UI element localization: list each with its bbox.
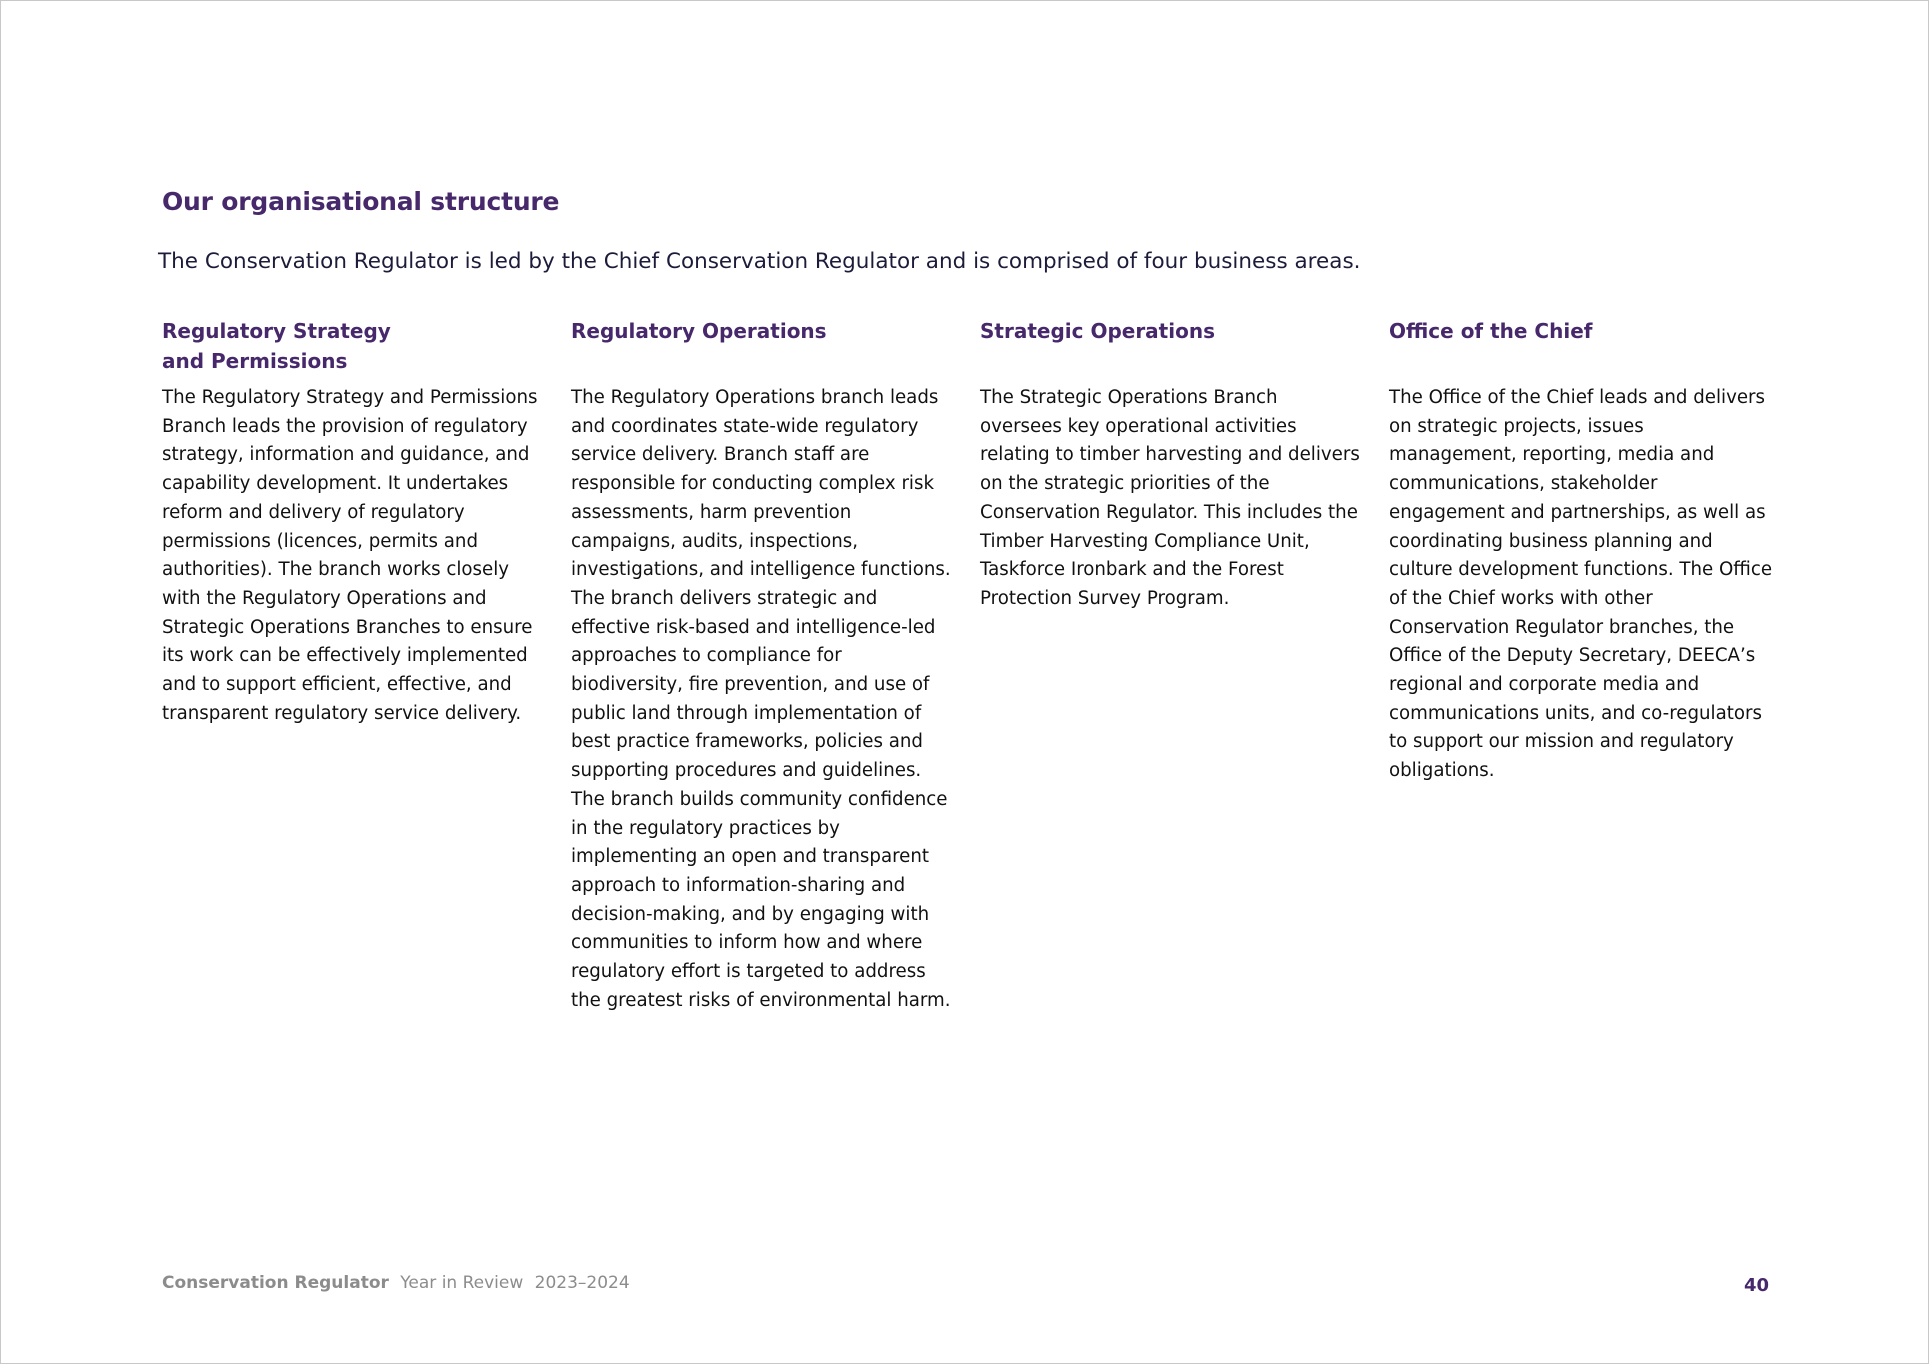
business-area-description: The Regulatory Strategy and Permissions Branch leads the provision of regulatory strategy, information and guidance, and capability development. It undertakes reform and delivery of regulatory permissions (licences, permits and authorities). The branch works closely with the Regulatory Operations and Strategic Operations Branches to ensure its work can be effectively implemented and to support efficient, effective, and transparent regulatory service delivery. — [162, 387, 538, 724]
business-area-heading: Strategic Operations — [980, 319, 1215, 343]
footer-publication — [162, 1273, 630, 1293]
footer-years: 2023–2024 — [534, 1273, 630, 1293]
business-area-regulatory-strategy — [162, 316, 547, 728]
business-area-description: The Regulatory Operations branch leads and coordinates state-wide regulatory service delivery. Branch staff are responsible for conducting complex risk assessments, harm prevention campaigns, audits, inspections, investigations, and intelligence functions. The branch delivers strategic and effective risk-based and intelligence-led approaches to compliance for biodiversity, fire prevention, and use of public land through implementation of best practice frameworks, policies and supporting procedures and guidelines. The branch builds community confidence in the regulatory practices by implementing an open and transparent approach to information-sharing and decision-making, and by engaging with communities to inform how and where regulatory effort is targeted to address the greatest risks of environmental harm. — [571, 387, 951, 1011]
business-area-heading: Regulatory Strategy and Permissions — [162, 319, 391, 373]
footer-document-title: Year in Review — [400, 1273, 524, 1293]
business-area-description: The Strategic Operations Branch oversees key operational activities relating to timber harvesting and delivers on the strategic priorities of the Conservation Regulator. This includes the Timber Harvesting Compliance Unit, Taskforce Ironbark and the Forest Protection Survey Program. — [980, 387, 1360, 609]
business-area-regulatory-operations — [571, 316, 956, 1015]
business-area-heading: Regulatory Operations — [571, 319, 827, 343]
section-intro: The Conservation Regulator is led by the Chief Conservation Regulator and is comprised of four business areas. — [158, 249, 1361, 274]
page-number: 40 — [1743, 1275, 1769, 1296]
business-area-description: The Office of the Chief leads and delivers on strategic projects, issues management, reporting, media and communications, stakeholder engagement and partnerships, as well as coordinating business planning and culture development functions. The Office of the Chief works with other Conservation Regulator branches, the Office of the Deputy Secretary, DEECA’s regional and corporate media and communications units, and co-regulators to support our mission and regulatory obligations. — [1389, 387, 1773, 782]
business-area-heading: Office of the Chief — [1389, 319, 1593, 343]
section-title: Our organisational structure — [162, 187, 560, 216]
footer-organisation: Conservation Regulator — [162, 1273, 389, 1293]
business-area-office-of-the-chief — [1389, 316, 1774, 786]
business-area-strategic-operations — [980, 316, 1365, 614]
